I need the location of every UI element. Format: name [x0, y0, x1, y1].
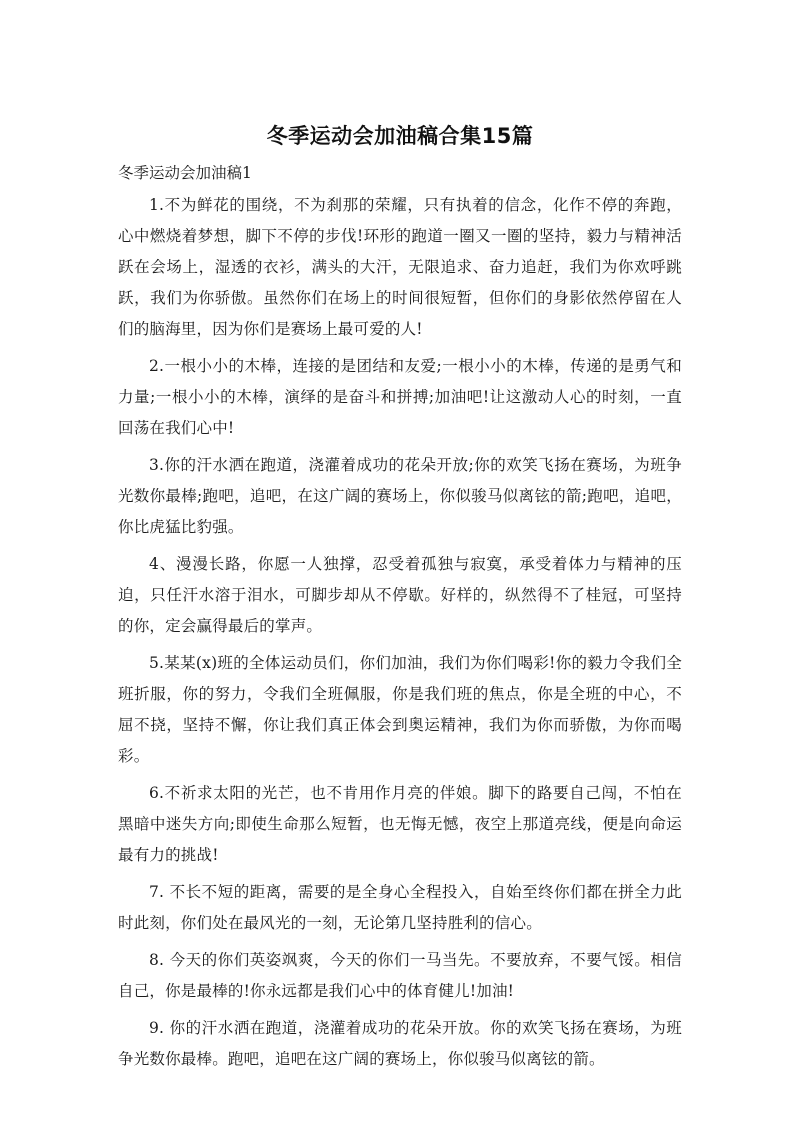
paragraph-7: 7. 不长不短的距离，需要的是全身心全程投入，自始至终你们都在拼全力此时此刻，你们处在最风光的一刻，无论第几坚持胜利的信心。 — [118, 883, 682, 932]
paragraph-4: 4、漫漫长路，你愿一人独撑，忍受着孤独与寂寞，承受着体力与精神的压迫，只任汗水溶于泪水，可脚步却从不停歇。好样的，纵然得不了桂冠，可坚持的你，定会赢得最后的掌声。 — [118, 555, 682, 635]
paragraph-3: 3.你的汗水洒在跑道，浇灌着成功的花朵开放;你的欢笑飞扬在赛场，为班争光数你最棒;跑吧，追吧，在这广阔的赛场上，你似骏马似离铉的箭;跑吧，追吧，你比虎猛比豹强。 — [118, 456, 682, 536]
paragraph-8: 8. 今天的你们英姿飒爽，今天的你们一马当先。不要放弃，不要气馁。相信自己，你是最棒的!你永远都是我们心中的体育健儿!加油! — [118, 951, 682, 1000]
paragraph-5: 5.某某(x)班的全体运动员们，你们加油，我们为你们喝彩!你的毅力令我们全班折服，你的努力，令我们全班佩服，你是我们班的焦点，你是全班的中心，不屈不挠，坚持不懈，你让我们真正体会到奥运精神，我们为你而骄傲，为你而喝彩。 — [118, 654, 682, 765]
document-subtitle: 冬季运动会加油稿1 — [118, 164, 252, 182]
paragraph-6: 6.不祈求太阳的光芒，也不肯用作月亮的伴娘。脚下的路要自己闯，不怕在黑暗中迷失方向;即使生命那么短暂，也无悔无憾，夜空上那道亮线，便是向命运最有力的挑战! — [118, 784, 682, 864]
document-title: 冬季运动会加油稿合集15篇 — [266, 124, 534, 148]
paragraph-2: 2.一根小小的木棒，连接的是团结和友爱;一根小小的木棒，传递的是勇气和力量;一根小小的木棒，演绎的是奋斗和拼搏;加油吧!让这激动人心的时刻，一直回荡在我们心中! — [118, 357, 682, 437]
paragraph-9: 9. 你的汗水洒在跑道，浇灌着成功的花朵开放。你的欢笑飞扬在赛场，为班争光数你最棒。跑吧，追吧在这广阔的赛场上，你似骏马似离铉的箭。 — [118, 1019, 682, 1068]
paragraph-1: 1.不为鲜花的围绕，不为刹那的荣耀，只有执着的信念，化作不停的奔跑，心中燃烧着梦想，脚下不停的步伐!环形的跑道一圈又一圈的坚持，毅力与精神活跃在会场上，湿透的衣衫，满头的大汗，无限追求、奋力追赶，我们为你欢呼跳跃，我们为你骄傲。虽然你们在场上的时间很短暂，但你们的身影依然停留在人们的脑海里，因为你们是赛场上最可爱的人! — [118, 196, 682, 338]
document-body — [118, 190, 682, 1075]
